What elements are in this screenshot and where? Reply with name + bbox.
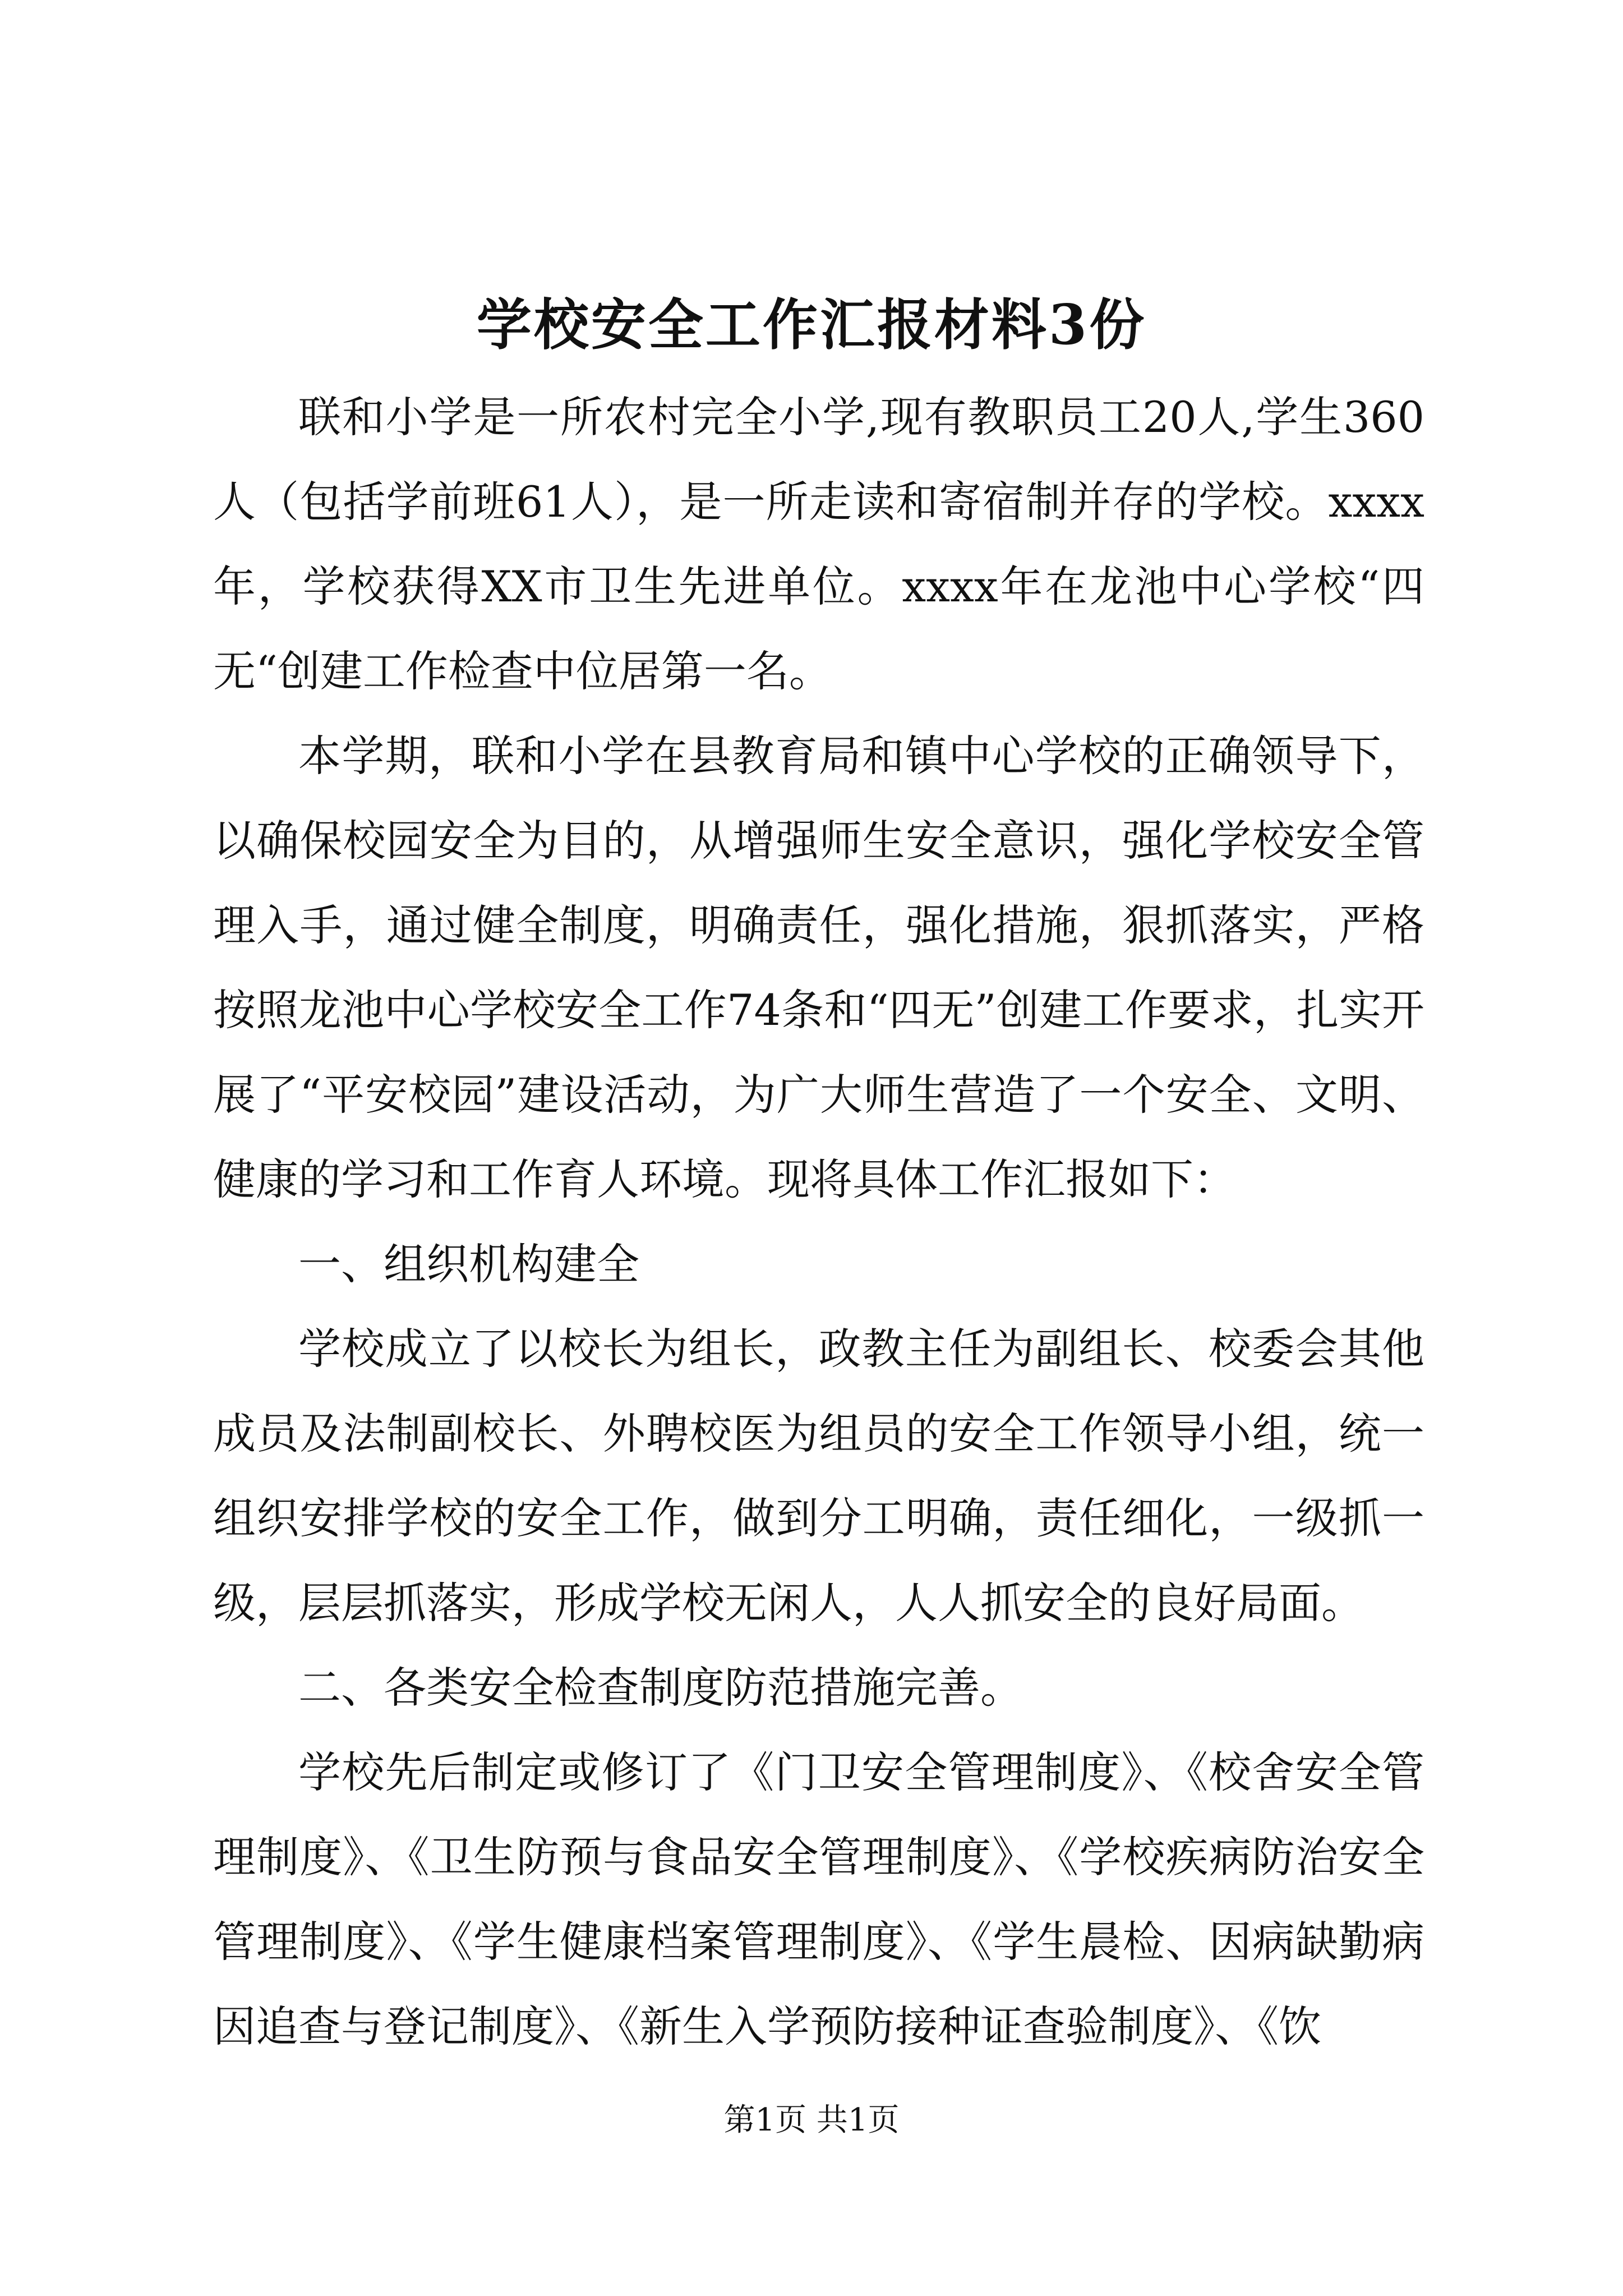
section-heading-safety-measures: 二、各类安全检查制度防范措施完善。 — [298, 1663, 1023, 1713]
page-footer: 第1页 共1页 — [723, 2102, 900, 2138]
paragraph-safety-measures: 学校先后制定或修订了《门卫安全管理制度》、《校舍安全管理制度》、《卫生防预与食品安全管理制度》、《学校疾病防治安全管理制度》、《学生健康档案管理制度》、《学生晨检、因病缺勤病因追查与登记制度》、《新生入学预防接种证查验制度》、《饮 — [213, 1747, 1424, 2051]
document-title: 学校安全工作汇报材料3份 — [476, 293, 1147, 357]
paragraph-intro: 联和小学是一所农村完全小学,现有教职员工20人,学生360人（包括学前班61人），是一所走读和寄宿制并存的学校。xxxx年，学校获得XX市卫生先进单位。xxxx年在龙池中心学校“四无“创建工作检查中位居第一名。 — [213, 392, 1424, 696]
paragraph-overview: 本学期，联和小学在县教育局和镇中心学校的正确领导下，以确保校园安全为目的，从增强师生安全意识，强化学校安全管理入手，通过健全制度，明确责任，强化措施，狠抓落实，严格按照龙池中心学校安全工作74条和“四无”创建工作要求，扎实开展了“平安校园”建设活动，为广大师生营造了一个安全、文明、健康的学习和工作育人环境。现将具体工作汇报如下： — [213, 731, 1424, 1204]
document-body — [213, 375, 1424, 2069]
paragraph-organization: 学校成立了以校长为组长，政教主任为副组长、校委会其他成员及法制副校长、外聘校医为组员的安全工作领导小组，统一组织安排学校的安全工作，做到分工明确，责任细化，一级抓一级，层层抓落实，形成学校无闲人，人人抓安全的良好局面。 — [213, 1324, 1424, 1628]
section-heading-organization: 一、组织机构建全 — [298, 1239, 639, 1289]
